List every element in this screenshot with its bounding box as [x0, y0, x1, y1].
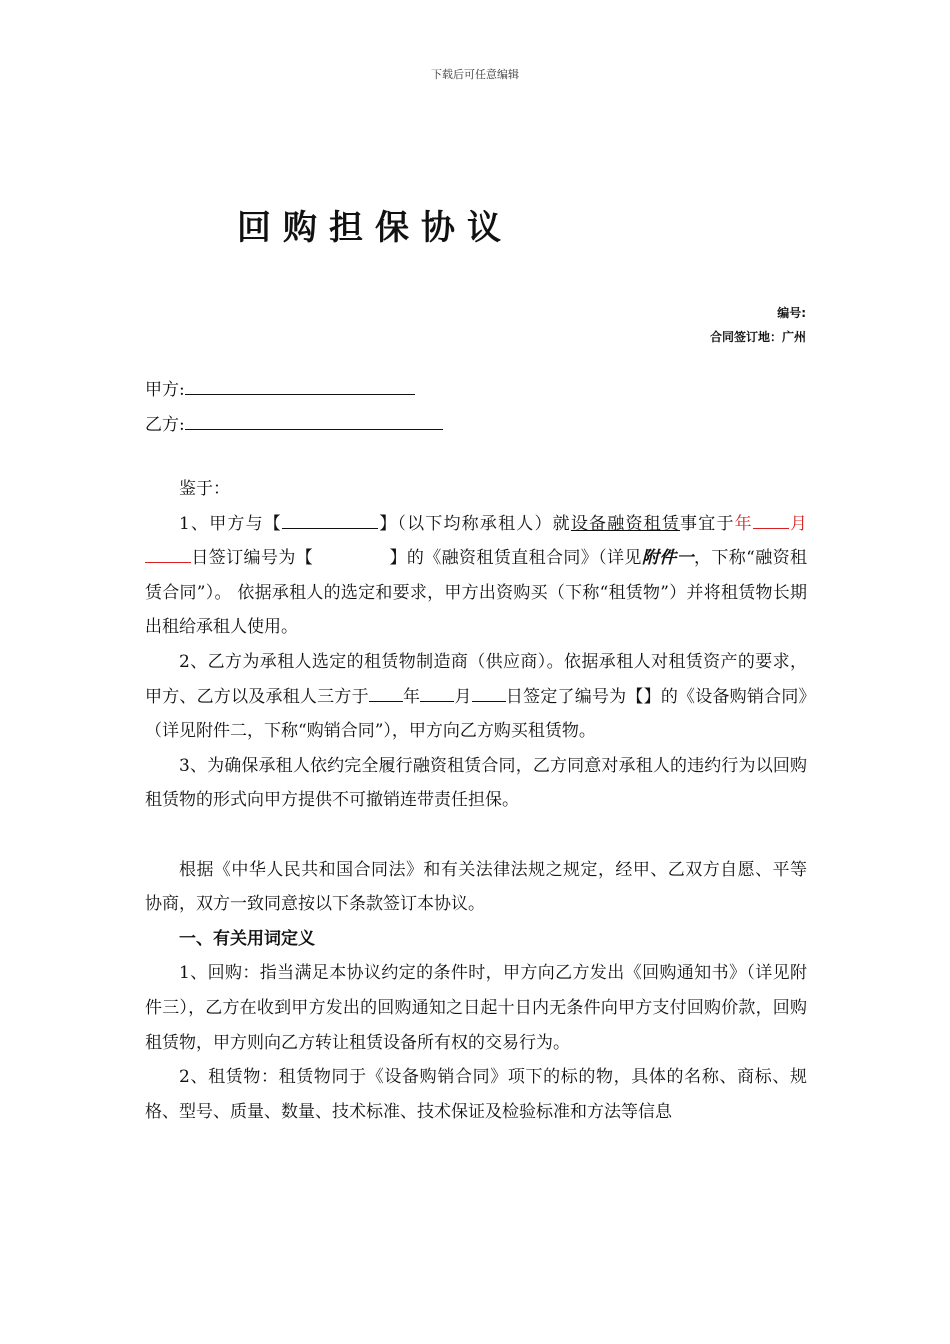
- c2-month-blank: [420, 687, 454, 702]
- clause-1: [145, 507, 807, 645]
- signing-place-label: 合同签订地：广州: [709, 330, 806, 344]
- clause-2: [145, 645, 807, 749]
- clause-1-text-a: 1、甲方与【: [179, 513, 282, 534]
- clause-2-text-a: 2、乙方为承租人选定的租赁物制造商（供应商）。依据承租人对租赁资产的要求，甲方、乙方以及承租人三方于: [145, 651, 807, 707]
- header-note: 下载后可任意编辑: [431, 68, 519, 81]
- clause-3: 3、为确保承租人依约完全履行融资租赁合同，乙方同意对承租人的违约行为以回购租赁物的形式向甲方提供不可撤销连带责任担保。: [145, 755, 807, 811]
- whereas-heading: 鉴于：: [179, 479, 230, 499]
- agreement-body: [145, 472, 807, 1129]
- clause-1-text-e: 日签订编号为【: [191, 548, 314, 569]
- month-blank: [145, 548, 191, 563]
- contract-number-label: 编号:: [777, 306, 806, 320]
- party-a-label: 甲方:: [145, 380, 185, 400]
- legal-basis-paragraph: 根据《中华人民共和国合同法》和有关法律法规之规定，经甲、乙双方自愿、平等协商，双方一致同意按以下条款签订本协议。: [145, 859, 807, 915]
- clause-1-text-b: 】（以下均称承租人）就: [378, 513, 571, 534]
- year-label: 年: [734, 513, 753, 534]
- definition-1: 1、回购：指当满足本协议约定的条件时，甲方向乙方发出《回购通知书》（详见附件三），乙方在收到甲方发出的回购通知之日起十日内无条件向甲方支付回购价款，回购租赁物，甲方则向乙方转让租赁设备所有权的交易行为。: [145, 963, 807, 1053]
- c2-year-blank: [369, 687, 403, 702]
- definition-2: 2、租赁物：租赁物同于《设备购销合同》项下的标的物，具体的名称、商标、规格、型号、质量、数量、技术标准、技术保证及检验标准和方法等信息: [145, 1067, 807, 1122]
- attachment-1-ref: 附件一: [641, 548, 694, 569]
- clause-2-text-e: 】的《设备购销合同》（详见附件二，下称“购销合同”），甲方向乙方购买租赁物。: [145, 686, 808, 742]
- clause-1-text-d: 事宜于: [680, 513, 735, 534]
- c2-day-blank: [472, 687, 506, 702]
- clause-2-text-d: 日签定了编号为【: [505, 686, 644, 707]
- month-label: 月: [788, 513, 808, 534]
- clause-1-text-h: ，下称“融资租赁合同”）。 依据承租人的选定和要求，甲方出资购买（下称“租赁物”）并将租赁物长期出租给承租人使用。: [145, 548, 808, 638]
- party-a-line: [145, 375, 415, 400]
- spacer: [145, 818, 807, 853]
- party-a-blank: [185, 378, 415, 395]
- clause-2-month: 月: [454, 686, 472, 707]
- party-b-line: [145, 410, 443, 435]
- lessee-blank: [282, 514, 378, 529]
- party-b-blank: [185, 413, 443, 430]
- clause-2-year: 年: [402, 686, 421, 707]
- section-1-heading: 一、有关用词定义: [179, 928, 315, 949]
- document-title: 回购担保协议: [237, 208, 513, 248]
- party-b-label: 乙方:: [145, 415, 185, 435]
- clause-1-underlined-term: 设备融资租赁: [570, 513, 681, 534]
- clause-1-text-f: 】的《融资租赁直租合同》（详见: [389, 548, 642, 569]
- year-blank: [753, 514, 789, 529]
